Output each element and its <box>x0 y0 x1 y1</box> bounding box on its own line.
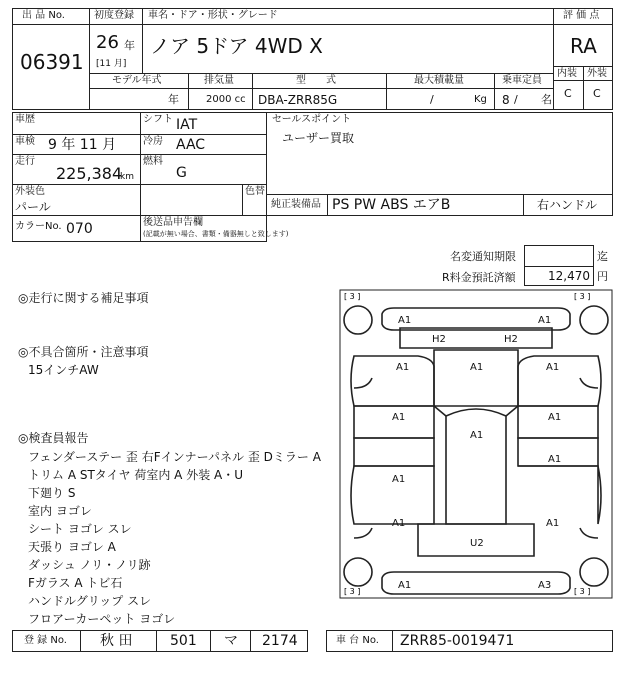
registration-number: 2174 <box>262 633 298 649</box>
carname-label: 車名・ドア・形状・グレード <box>148 10 278 21</box>
color-value: パール <box>15 200 51 214</box>
corner-label-br: [ 3 ] <box>574 587 591 596</box>
shift-value: IAT <box>176 117 198 133</box>
defects-label: ◎不具合箇所・注意事項 <box>18 345 149 359</box>
inspector-line: ハンドルグリップ スレ <box>28 594 152 608</box>
model-year-unit: 年 <box>168 93 179 106</box>
sales-point-value: ユーザー買取 <box>282 131 355 145</box>
capacity-label: 乗車定員 <box>502 75 542 86</box>
inspector-line: フロアーカーペット ヨゴレ <box>28 612 176 626</box>
inspection-value: 9 年 11 月 <box>48 137 117 153</box>
ac-value: AAC <box>176 137 206 153</box>
name-change-label: 名変通知期限 <box>450 250 516 263</box>
first-reg-label: 初度登録 <box>94 10 134 21</box>
exterior-value: C <box>593 87 601 100</box>
inspector-line: Fガラス A トビ石 <box>28 576 123 590</box>
mark-fender-right: A1 <box>546 362 560 373</box>
interior-label: 内装 <box>557 68 577 79</box>
chassis-value: ZRR85-0019471 <box>400 633 515 649</box>
type-value: DBA-ZRR85G <box>258 93 338 107</box>
mark-rear-bumper-right: A3 <box>538 580 552 591</box>
color-label: 外装色 <box>15 186 45 197</box>
mileage-unit: km <box>120 172 134 182</box>
corner-label-tl: [ 3 ] <box>344 292 361 301</box>
mark-front-bumper-left: A1 <box>398 315 412 326</box>
recycle-value: 12,470 <box>548 269 590 283</box>
displacement-value: 2000 cc <box>206 94 246 105</box>
sales-point-label: セールスポイント <box>272 114 352 125</box>
capacity-sep: / <box>514 93 518 106</box>
chassis-label: 車 台 No. <box>336 635 379 646</box>
defects-value: 15インチAW <box>28 363 99 377</box>
aftermarket-label: 後送品申告欄 <box>143 217 203 228</box>
recycle-label: R料金預託済額 <box>442 271 516 284</box>
driving-label: ◎走行に関する補足事項 <box>18 291 149 305</box>
inspector-label: ◎検査員報告 <box>18 431 89 445</box>
mark-front-door-right: A1 <box>548 412 562 423</box>
color-change-label: 色替 <box>245 186 265 197</box>
first-reg-month: [11 月] <box>96 59 127 69</box>
score-value: RA <box>570 34 597 58</box>
inspector-line: 天張り ヨゴレ A <box>28 540 116 554</box>
load-value: / <box>430 93 434 106</box>
displacement-label: 排気量 <box>204 75 234 86</box>
registration-area: 秋 田 <box>100 633 133 649</box>
corner-label-bl: [ 3 ] <box>344 587 361 596</box>
mark-headlight-left: H2 <box>432 334 446 345</box>
handle-value: 右ハンドル <box>537 198 598 212</box>
aftermarket-note: (記載が無い場合、書類・備器無しと致します) <box>143 230 289 238</box>
color-no-label: カラーNo. <box>15 221 62 232</box>
first-reg-year: 26 <box>96 32 119 53</box>
mark-roof: A1 <box>470 430 484 441</box>
type-label: 型 式 <box>296 75 336 86</box>
name-change-field <box>524 245 594 267</box>
capacity-unit: 名 <box>541 93 552 106</box>
exterior-label: 外装 <box>587 68 607 79</box>
equipment-label: 純正装備品 <box>271 199 321 210</box>
carname-value: ノア 5ドア 4WD X <box>150 34 323 58</box>
interior-value: C <box>564 87 572 100</box>
registration-class: 501 <box>170 633 197 649</box>
mark-front-bumper-right: A1 <box>538 315 552 326</box>
inspector-line: 下廻り S <box>28 486 76 500</box>
inspector-line: トリム A STタイヤ 荷室内 A 外装 A・U <box>28 468 244 482</box>
mileage-value: 225,384 <box>56 164 123 183</box>
mileage-label: 走行 <box>15 156 35 167</box>
equipment-value: PS PW ABS エアB <box>332 197 451 213</box>
load-label: 最大積載量 <box>414 75 464 86</box>
mark-headlight-right: H2 <box>504 334 518 345</box>
ac-label: 冷房 <box>143 136 163 147</box>
inspector-line: シート ヨゴレ スレ <box>28 522 132 536</box>
mark-tailgate: U2 <box>470 538 484 549</box>
mark-rear-door-right: A1 <box>548 454 562 465</box>
corner-label-tr: [ 3 ] <box>574 292 591 301</box>
mark-front-door-left: A1 <box>392 412 406 423</box>
lot-number: 06391 <box>20 50 84 74</box>
registration-label: 登 録 No. <box>24 635 67 646</box>
mark-rear-right: A1 <box>546 518 560 529</box>
color-no-value: 070 <box>66 221 93 237</box>
fuel-value: G <box>176 165 187 181</box>
inspection-label: 車検 <box>15 136 35 147</box>
mark-rear-left: A1 <box>392 518 406 529</box>
capacity-value: 8 <box>502 93 510 107</box>
shift-label: シフト <box>143 114 173 125</box>
fuel-label: 燃料 <box>143 156 163 167</box>
load-unit: Kg <box>474 94 487 105</box>
name-change-unit: 迄 <box>597 250 608 263</box>
mark-hood: A1 <box>470 362 484 373</box>
inspector-line: 室内 ヨゴレ <box>28 504 92 518</box>
recycle-unit: 円 <box>597 270 608 283</box>
first-reg-year-unit: 年 <box>124 39 135 52</box>
score-label: 評 価 点 <box>563 10 600 21</box>
mark-rear-door-left: A1 <box>392 474 406 485</box>
inspector-line: フェンダーステー 歪 右Fインナーパネル 歪 Dミラー A <box>28 450 321 464</box>
car-damage-diagram <box>338 288 614 600</box>
mark-fender-left: A1 <box>396 362 410 373</box>
history-label: 車歴 <box>15 114 35 125</box>
mark-rear-bumper-left: A1 <box>398 580 412 591</box>
inspector-line: ダッシュ ノリ・ノリ跡 <box>28 558 151 572</box>
registration-kana: マ <box>224 633 238 649</box>
lot-label: 出 品 No. <box>22 10 65 21</box>
model-year-label: モデル年式 <box>112 75 162 86</box>
